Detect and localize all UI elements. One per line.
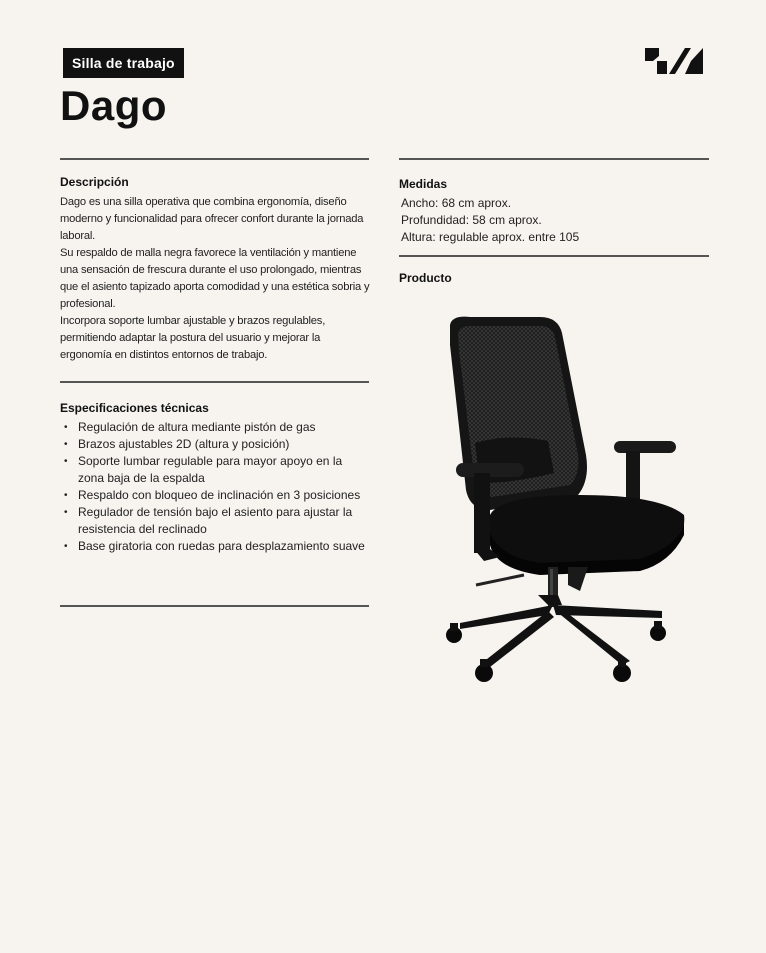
product-title: Dago	[60, 82, 167, 129]
measure-depth: Profundidad: 58 cm aprox.	[401, 213, 542, 227]
divider	[399, 158, 709, 160]
measure-width: Ancho: 68 cm aprox.	[401, 196, 512, 210]
description-paragraph: Su respaldo de malla negra favorece la ventilación y mantiene una sensación de frescura durante el uso prolongado, mientras que el asiento tapizado aporta comodidad y una estética sobria y profesional.	[60, 247, 370, 310]
divider	[60, 381, 369, 383]
description-heading: Descripción	[60, 175, 129, 189]
description-text	[60, 194, 370, 364]
divider	[60, 158, 369, 160]
measures-heading: Medidas	[399, 177, 448, 191]
chair-image	[430, 305, 700, 700]
product-heading: Producto	[399, 271, 452, 285]
description-paragraph: Dago es una silla operativa que combina ergonomía, diseño moderno y funcionalidad para ofrecer confort durante la jornada laboral.	[60, 196, 364, 242]
category-badge: Silla de trabajo	[63, 48, 184, 78]
measure-height: Altura: regulable aprox. entre 105	[401, 230, 580, 244]
measures-list	[401, 195, 579, 246]
list-item: • Regulación de altura mediante pistón de gas	[64, 419, 369, 436]
description-paragraph: Incorpora soporte lumbar ajustable y brazos regulables, permitiendo adaptar la postura del usuario y mejorar la ergonomía en distintos entornos de trabajo.	[60, 315, 326, 361]
list-item: • Base giratoria con ruedas para desplazamiento suave	[64, 538, 369, 555]
divider	[399, 255, 709, 257]
list-item: • Regulador de tensión bajo el asiento para ajustar la resistencia del reclinado	[64, 504, 369, 538]
brand-logo-icon	[645, 48, 703, 74]
specs-list	[64, 419, 369, 555]
specs-heading: Especificaciones técnicas	[60, 401, 209, 415]
divider	[60, 605, 369, 607]
list-item: • Respaldo con bloqueo de inclinación en 3 posiciones	[64, 487, 369, 504]
list-item: • Brazos ajustables 2D (altura y posición)	[64, 436, 369, 453]
list-item: • Soporte lumbar regulable para mayor apoyo en la zona baja de la espalda	[64, 453, 369, 487]
